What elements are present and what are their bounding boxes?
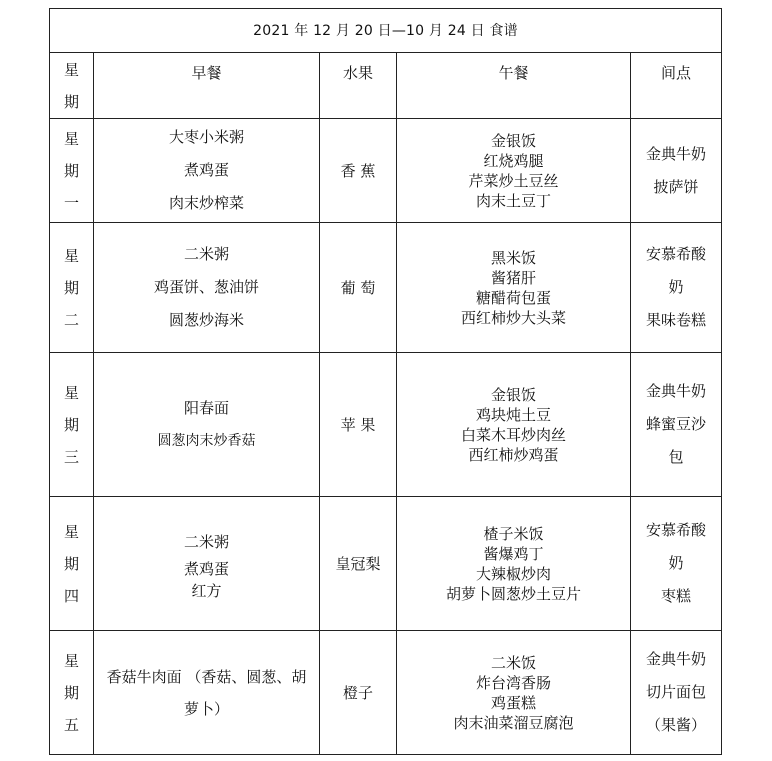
snack-item: 披萨饼 [653, 177, 699, 196]
day-char: 星 [63, 651, 79, 670]
fruit-cell: 葡 萄 [320, 223, 397, 353]
breakfast-cell [94, 353, 320, 497]
lunch-cell [397, 353, 631, 497]
snack-item: 枣糕 [661, 587, 692, 605]
snack-item: 蜂蜜豆沙 [646, 415, 707, 433]
menu-title: 2021 年 12 月 20 日—10 月 24 日 食谱 [50, 9, 722, 53]
snack-cell [631, 119, 722, 223]
lunch-item: 西红柿炒鸡蛋 [468, 445, 559, 464]
table-row [50, 353, 722, 497]
header-fruit: 水果 [320, 53, 397, 119]
lunch-item: 肉末土豆丁 [475, 191, 551, 210]
snack-item: 果味卷糕 [646, 311, 707, 329]
breakfast-item: 阳春面 [183, 398, 229, 417]
fruit-cell: 苹 果 [320, 353, 397, 497]
lunch-item: 炸台湾香肠 [475, 673, 551, 692]
lunch-item: 肉末油菜溜豆腐泡 [453, 713, 574, 732]
menu-table [49, 8, 722, 755]
day-char: 二 [63, 310, 79, 329]
lunch-item: 黑米饭 [490, 248, 536, 267]
snack-item: 安慕希酸 [646, 521, 707, 539]
lunch-item: 大辣椒炒肉 [475, 564, 551, 583]
breakfast-item: 煮鸡蛋 [183, 559, 229, 578]
snack-item: （果酱） [646, 716, 707, 734]
day-char: 星 [63, 383, 79, 402]
snack-item: 金典牛奶 [646, 650, 707, 668]
header-lunch: 午餐 [397, 53, 631, 119]
lunch-item: 芹菜炒土豆丝 [468, 171, 559, 190]
snack-cell [631, 353, 722, 497]
snack-item: 安慕希酸 [646, 245, 707, 263]
snack-item: 奶 [668, 278, 684, 296]
breakfast-item: 圆葱肉末炒香菇 [157, 432, 256, 449]
lunch-cell [397, 497, 631, 631]
breakfast-item: 二米粥 [183, 245, 229, 263]
breakfast-item: 煮鸡蛋 [183, 161, 229, 179]
snack-cell [631, 631, 722, 755]
breakfast-item: 萝卜） [183, 699, 229, 718]
table-row [50, 497, 722, 631]
header-day [50, 53, 94, 119]
lunch-cell [397, 223, 631, 353]
day-cell [50, 223, 94, 353]
day-char: 四 [63, 586, 79, 605]
header-row [50, 53, 722, 119]
breakfast-cell [94, 223, 320, 353]
snack-item: 金典牛奶 [646, 382, 707, 400]
snack-item: 金典牛奶 [646, 144, 707, 163]
day-char: 星 [63, 129, 79, 148]
breakfast-item: 二米粥 [183, 532, 229, 551]
day-char: 期 [63, 683, 79, 702]
lunch-cell [397, 631, 631, 755]
breakfast-item: 红方 [191, 581, 222, 600]
lunch-item: 鸡蛋糕 [490, 693, 536, 712]
snack-item: 奶 [668, 554, 684, 572]
breakfast-cell [94, 497, 320, 631]
lunch-item: 胡萝卜圆葱炒土豆片 [445, 584, 581, 603]
day-char: 五 [63, 715, 79, 734]
lunch-item: 白菜木耳炒肉丝 [460, 425, 566, 444]
day-char: 期 [63, 161, 79, 180]
snack-item: 包 [668, 448, 684, 466]
header-day-char: 期 [63, 92, 79, 111]
breakfast-item: 圆葱炒海米 [168, 311, 244, 329]
day-cell [50, 631, 94, 755]
lunch-item: 金银饭 [490, 385, 536, 404]
lunch-item: 酱爆鸡丁 [483, 544, 544, 563]
table-row [50, 631, 722, 755]
day-char: 期 [63, 415, 79, 434]
lunch-item: 金银饭 [490, 131, 536, 150]
day-char: 期 [63, 278, 79, 297]
fruit-cell: 橙子 [320, 631, 397, 755]
breakfast-item: 大枣小米粥 [168, 128, 244, 146]
title-row [50, 9, 722, 53]
lunch-item: 二米饭 [490, 653, 536, 672]
lunch-item: 酱猪肝 [490, 268, 536, 287]
fruit-cell: 皇冠梨 [320, 497, 397, 631]
day-cell [50, 353, 94, 497]
breakfast-cell [94, 119, 320, 223]
day-char: 星 [63, 246, 79, 265]
day-cell [50, 497, 94, 631]
lunch-item: 西红柿炒大头菜 [460, 308, 566, 327]
day-char: 一 [63, 193, 79, 212]
lunch-item: 楂子米饭 [483, 524, 544, 543]
breakfast-item: 肉末炒榨菜 [168, 194, 244, 212]
breakfast-item: 鸡蛋饼、葱油饼 [153, 278, 259, 296]
header-breakfast: 早餐 [94, 53, 320, 119]
day-char: 期 [63, 554, 79, 573]
table-row [50, 119, 722, 223]
snack-cell [631, 223, 722, 353]
lunch-item: 糖醋荷包蛋 [475, 288, 551, 307]
lunch-cell [397, 119, 631, 223]
snack-cell [631, 497, 722, 631]
header-snack: 间点 [631, 53, 722, 119]
day-char: 三 [63, 447, 79, 466]
breakfast-cell [94, 631, 320, 755]
breakfast-item: 香菇牛肉面 （香菇、圆葱、胡 [106, 667, 307, 686]
table-row [50, 223, 722, 353]
day-char: 星 [63, 522, 79, 541]
lunch-item: 红烧鸡腿 [483, 151, 544, 170]
day-cell [50, 119, 94, 223]
snack-item: 切片面包 [646, 683, 707, 701]
fruit-cell: 香 蕉 [320, 119, 397, 223]
header-day-char: 星 [63, 60, 79, 79]
lunch-item: 鸡块炖土豆 [475, 405, 551, 424]
